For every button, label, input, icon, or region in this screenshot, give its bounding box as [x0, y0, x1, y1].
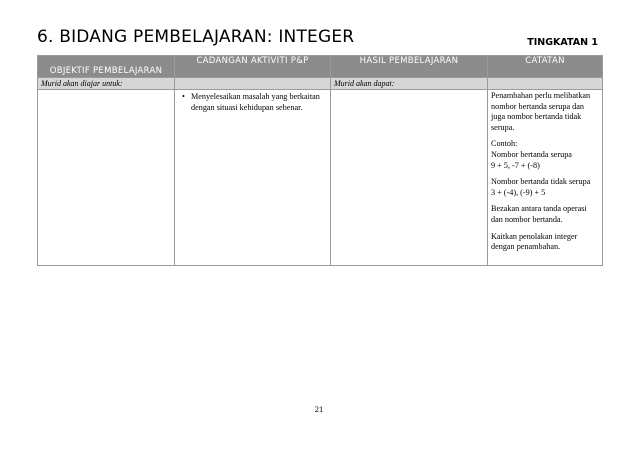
notes-list [488, 90, 602, 253]
subheader-notes [488, 78, 603, 90]
notes-cell [488, 90, 603, 266]
subheader-objective: Murid akan diajar untuk: [38, 78, 175, 90]
outcomes-cell [331, 90, 488, 266]
col-header-outcomes: HASIL PEMBELAJARAN [331, 56, 488, 78]
activity-item: • Menyelesaikan masalah yang berkaitan dengan situasi kehidupan sebenar. [191, 92, 326, 113]
objective-cell [38, 90, 175, 266]
subheader-activities [175, 78, 331, 90]
note-item: Penambahan perlu melibatkan nombor bertanda serupa dan juga nombor bertanda tidak serupa. [491, 91, 591, 132]
activities-list [175, 90, 330, 113]
note-item: Kaitkan penolakan integer dengan penambahan. [491, 231, 578, 252]
note-item: Contoh: Nombor bertanda serupa 9 + 5, -7 + (-8) [491, 139, 572, 170]
col-header-objective: OBJEKTIF PEMBELAJARAN [38, 56, 175, 78]
note-item: Bezakan antara tanda operasi dan nombor bertanda. [491, 204, 587, 224]
col-header-notes: CATATAN [488, 56, 603, 78]
curriculum-table [37, 55, 603, 266]
page-title: 6. BIDANG PEMBELAJARAN: INTEGER [37, 27, 355, 47]
activities-cell [175, 90, 331, 266]
note-item: Nombor bertanda tidak serupa 3 + (-4), (-9) + 5 [491, 177, 591, 197]
col-header-activities: CADANGAN AKTIVITI P&P [175, 56, 331, 78]
subheader-outcomes: Murid akan dapat: [331, 78, 488, 90]
page-number: 21 [314, 404, 324, 414]
level-label: TINGKATAN 1 [527, 37, 598, 48]
